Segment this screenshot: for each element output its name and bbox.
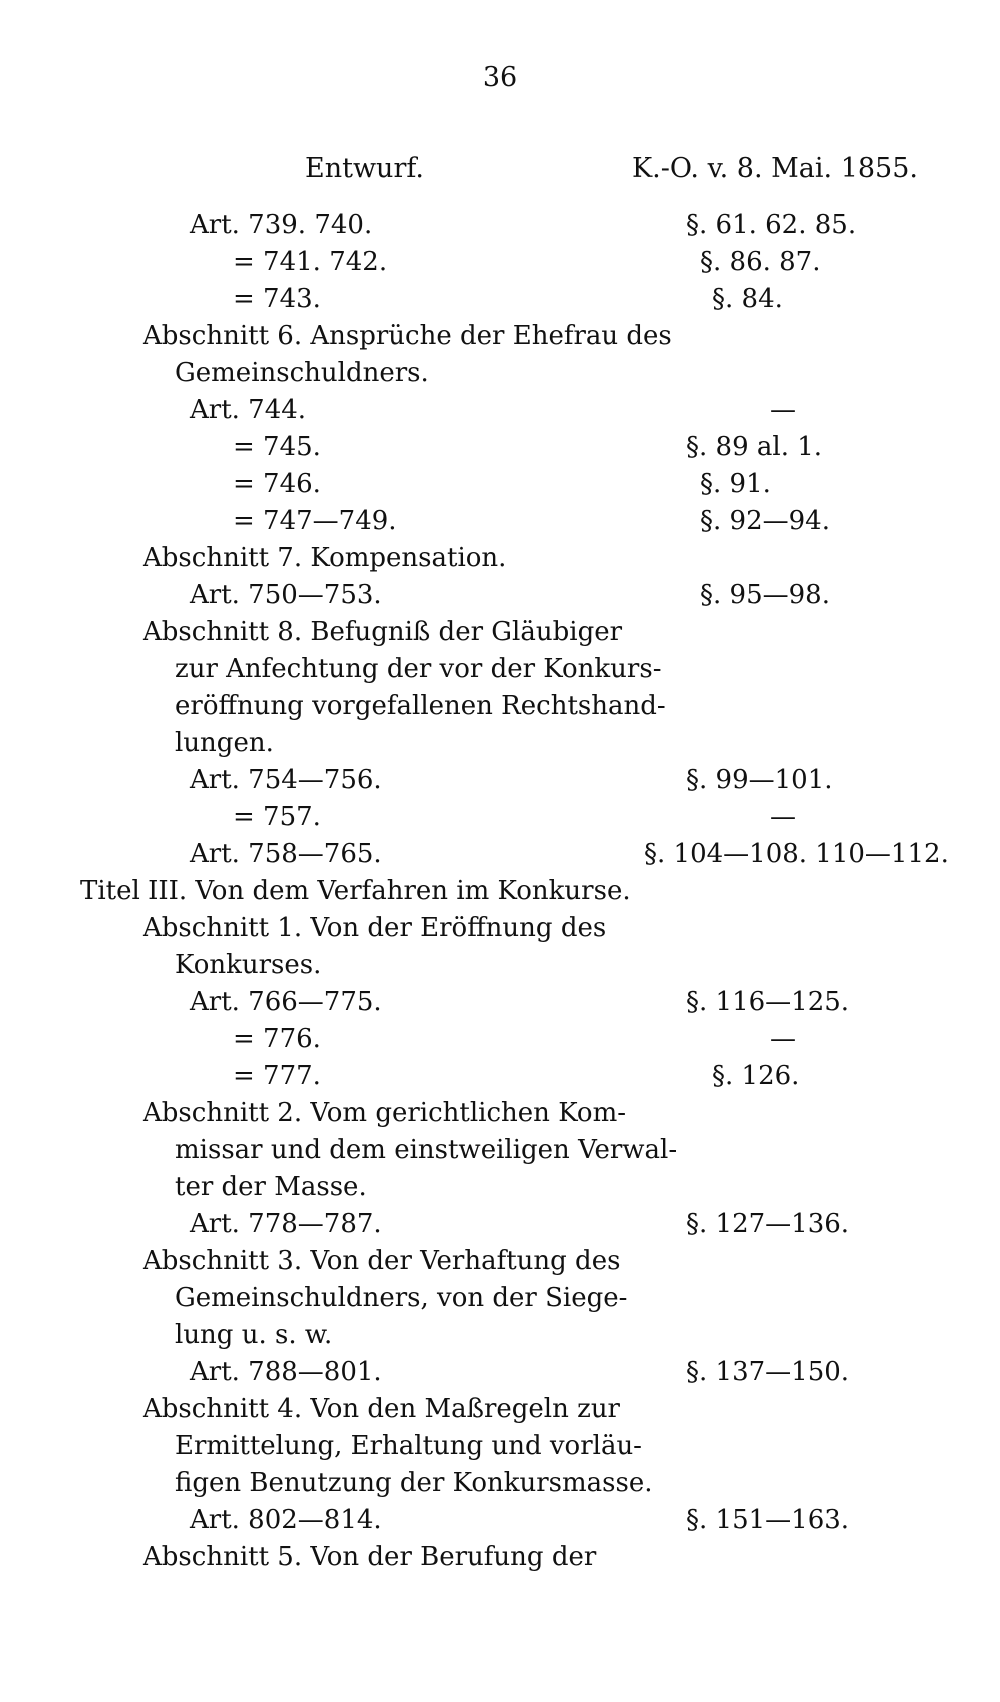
section-heading [0,1391,1000,1428]
table-row [0,1502,1000,1539]
column-header-entwurf: Entwurf. [305,153,424,184]
row-right: — [770,802,796,832]
row-left: Art. 754—756. [190,765,382,795]
table-row [0,577,1000,614]
row-right: — [770,1024,796,1054]
section-heading-text: Abschnitt 3. Von der Verhaftung des [143,1246,621,1276]
section-heading-text: lung u. s. w. [175,1320,333,1350]
row-left: Art. 744. [190,395,307,425]
row-right: §. 99—101. [686,765,833,795]
row-left: = 743. [233,284,321,314]
section-heading-continued [0,1280,1000,1317]
row-left: Art. 739. 740. [190,210,373,240]
section-heading-text: lungen. [175,728,274,758]
column-header-ko: K.-O. v. 8. Mai. 1855. [632,153,918,184]
section-heading-text: Konkurses. [175,950,322,980]
section-heading-text: figen Benutzung der Konkursmasse. [175,1468,653,1498]
row-left: Art. 758—765. [190,839,382,869]
section-heading [0,910,1000,947]
row-left: Art. 802—814. [190,1505,382,1535]
section-heading-text: Gemeinschuldners. [175,358,429,388]
table-row [0,1021,1000,1058]
row-right: §. 84. [712,284,783,314]
row-right: §. 95—98. [700,580,830,610]
section-heading-continued [0,1465,1000,1502]
section-heading-text: Abschnitt 1. Von der Eröffnung des [143,913,607,943]
section-heading-continued [0,1428,1000,1465]
concordance-table [0,207,1000,1576]
section-heading [0,614,1000,651]
section-heading-text: Abschnitt 7. Kompensation. [143,543,507,573]
table-row [0,1058,1000,1095]
section-heading-text: Abschnitt 4. Von den Maßregeln zur [143,1394,620,1424]
table-row [0,392,1000,429]
table-row [0,984,1000,1021]
section-heading-text: Abschnitt 5. Von der Berufung der [143,1542,597,1572]
table-row [0,1354,1000,1391]
row-left: Art. 788—801. [190,1357,382,1387]
table-row [0,429,1000,466]
row-right: §. 126. [712,1061,800,1091]
row-right: §. 137—150. [686,1357,850,1387]
table-row [0,281,1000,318]
section-heading-continued [0,355,1000,392]
page-number: 36 [482,62,518,93]
row-left: = 757. [233,802,321,832]
section-heading-continued [0,947,1000,984]
section-heading-continued [0,1169,1000,1206]
section-heading-text: Abschnitt 2. Vom gerichtlichen Kom- [143,1098,627,1128]
section-heading-text: eröffnung vorgefallenen Rechtshand- [175,691,666,721]
title-heading-text: Titel III. Von dem Verfahren im Konkurse. [80,876,631,906]
row-left: = 747—749. [233,506,397,536]
title-heading [0,873,1000,910]
row-right: §. 116—125. [686,987,850,1017]
row-right: §. 86. 87. [700,247,821,277]
table-row [0,836,1000,873]
section-heading [0,1095,1000,1132]
row-left: = 741. 742. [233,247,388,277]
section-heading [0,318,1000,355]
section-heading-text: missar und dem einstweiligen Verwal- [175,1135,678,1165]
row-left: = 745. [233,432,321,462]
row-right: §. 61. 62. 85. [686,210,857,240]
section-heading [0,1539,1000,1576]
row-right: §. 91. [700,469,771,499]
section-heading-text: zur Anfechtung der vor der Konkurs- [175,654,662,684]
table-row [0,244,1000,281]
table-row [0,799,1000,836]
section-heading-text: Abschnitt 8. Befugniß der Gläubiger [143,617,623,647]
table-row [0,207,1000,244]
row-right: §. 151—163. [686,1505,850,1535]
row-left: = 746. [233,469,321,499]
table-row [0,762,1000,799]
section-heading-continued [0,1317,1000,1354]
row-right: §. 89 al. 1. [686,432,823,462]
row-left: Art. 778—787. [190,1209,382,1239]
section-heading-text: Abschnitt 6. Ansprüche der Ehefrau des [143,321,672,351]
row-left: = 776. [233,1024,321,1054]
row-left: Art. 766—775. [190,987,382,1017]
table-row [0,503,1000,540]
row-left: = 777. [233,1061,321,1091]
section-heading [0,540,1000,577]
section-heading-text: Gemeinschuldners, von der Siege- [175,1283,628,1313]
section-heading-continued [0,1132,1000,1169]
section-heading-text: Ermittelung, Erhaltung und vorläu- [175,1431,642,1461]
row-right: §. 127—136. [686,1209,850,1239]
row-right: §. 92—94. [700,506,830,536]
section-heading-continued [0,688,1000,725]
section-heading-continued [0,651,1000,688]
row-right: — [770,395,796,425]
section-heading-continued [0,725,1000,762]
table-row [0,1206,1000,1243]
section-heading [0,1243,1000,1280]
table-row [0,466,1000,503]
section-heading-text: ter der Masse. [175,1172,367,1202]
row-left: Art. 750—753. [190,580,382,610]
row-right: §. 104—108. 110—112. [644,839,949,869]
